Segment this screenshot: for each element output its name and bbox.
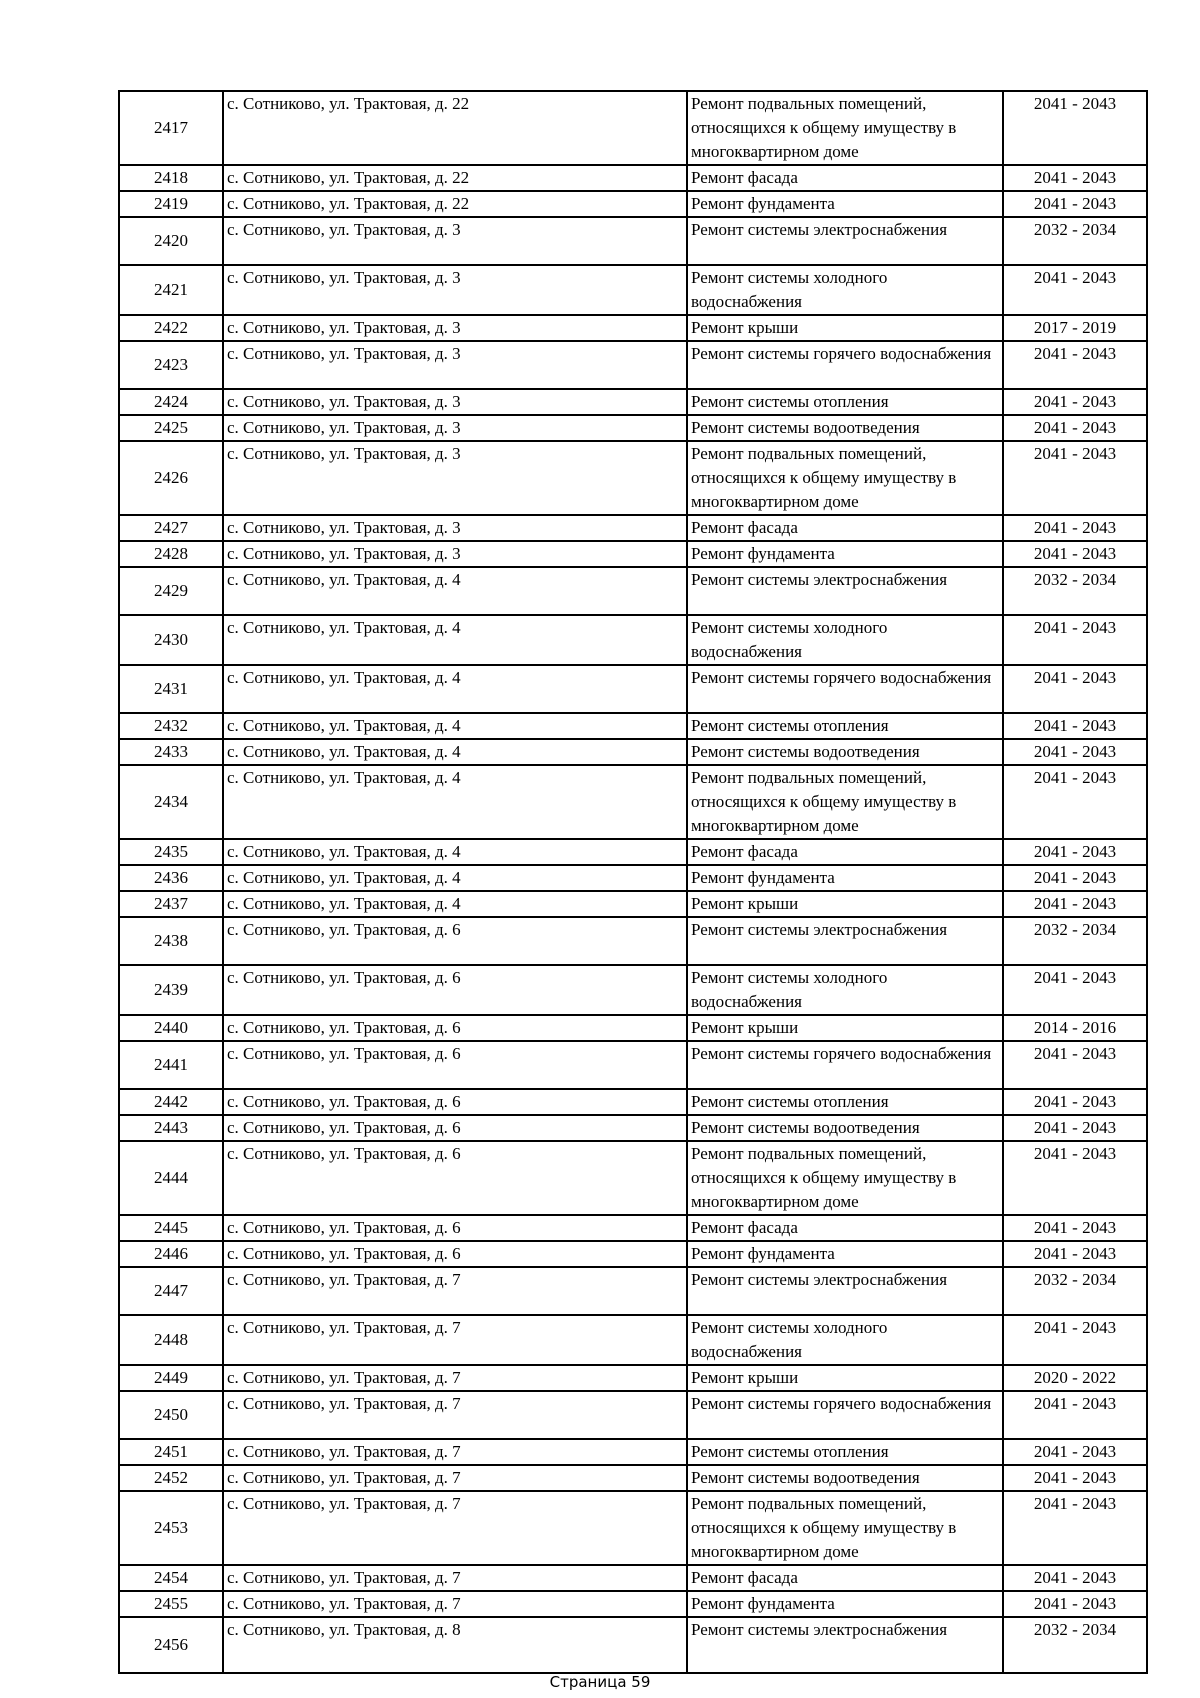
row-number-cell: 2453 bbox=[119, 1491, 223, 1565]
table-row bbox=[119, 839, 1147, 865]
row-number-cell: 2443 bbox=[119, 1115, 223, 1141]
work-type-cell: Ремонт фасада bbox=[687, 839, 1003, 865]
address-cell: с. Сотниково, ул. Трактовая, д. 6 bbox=[223, 1115, 687, 1141]
row-number-cell: 2417 bbox=[119, 91, 223, 165]
row-number-cell: 2452 bbox=[119, 1465, 223, 1491]
period-cell: 2041 - 2043 bbox=[1003, 265, 1147, 315]
address-cell: с. Сотниково, ул. Трактовая, д. 3 bbox=[223, 541, 687, 567]
address-cell: с. Сотниково, ул. Трактовая, д. 6 bbox=[223, 1241, 687, 1267]
table-row bbox=[119, 1465, 1147, 1491]
period-cell: 2041 - 2043 bbox=[1003, 839, 1147, 865]
work-type-cell: Ремонт системы горячего водоснабжения bbox=[687, 1041, 1003, 1089]
address-cell: с. Сотниково, ул. Трактовая, д. 3 bbox=[223, 265, 687, 315]
table-row bbox=[119, 713, 1147, 739]
period-cell: 2041 - 2043 bbox=[1003, 865, 1147, 891]
period-cell: 2041 - 2043 bbox=[1003, 541, 1147, 567]
work-type-cell: Ремонт подвальных помещений, относящихся к общему имуществу в многоквартирном доме bbox=[687, 441, 1003, 515]
table-row bbox=[119, 567, 1147, 615]
row-number-cell: 2427 bbox=[119, 515, 223, 541]
row-number-cell: 2450 bbox=[119, 1391, 223, 1439]
row-number-cell: 2449 bbox=[119, 1365, 223, 1391]
address-cell: с. Сотниково, ул. Трактовая, д. 4 bbox=[223, 739, 687, 765]
address-cell: с. Сотниково, ул. Трактовая, д. 8 bbox=[223, 1617, 687, 1673]
table-row bbox=[119, 389, 1147, 415]
period-cell: 2041 - 2043 bbox=[1003, 891, 1147, 917]
period-cell: 2041 - 2043 bbox=[1003, 415, 1147, 441]
work-type-cell: Ремонт фасада bbox=[687, 1565, 1003, 1591]
row-number-cell: 2439 bbox=[119, 965, 223, 1015]
period-cell: 2041 - 2043 bbox=[1003, 1215, 1147, 1241]
period-cell: 2041 - 2043 bbox=[1003, 341, 1147, 389]
work-type-cell: Ремонт системы холодного водоснабжения bbox=[687, 265, 1003, 315]
address-cell: с. Сотниково, ул. Трактовая, д. 7 bbox=[223, 1365, 687, 1391]
address-cell: с. Сотниково, ул. Трактовая, д. 3 bbox=[223, 389, 687, 415]
period-cell: 2041 - 2043 bbox=[1003, 165, 1147, 191]
work-type-cell: Ремонт подвальных помещений, относящихся к общему имуществу в многоквартирном доме bbox=[687, 765, 1003, 839]
address-cell: с. Сотниково, ул. Трактовая, д. 7 bbox=[223, 1491, 687, 1565]
row-number-cell: 2430 bbox=[119, 615, 223, 665]
row-number-cell: 2420 bbox=[119, 217, 223, 265]
work-type-cell: Ремонт фундамента bbox=[687, 1591, 1003, 1617]
work-type-cell: Ремонт системы отопления bbox=[687, 1089, 1003, 1115]
table-row bbox=[119, 165, 1147, 191]
table-row bbox=[119, 315, 1147, 341]
work-type-cell: Ремонт крыши bbox=[687, 1015, 1003, 1041]
address-cell: с. Сотниково, ул. Трактовая, д. 3 bbox=[223, 415, 687, 441]
period-cell: 2041 - 2043 bbox=[1003, 515, 1147, 541]
table-row bbox=[119, 1015, 1147, 1041]
table-row bbox=[119, 1267, 1147, 1315]
work-type-cell: Ремонт системы отопления bbox=[687, 713, 1003, 739]
period-cell: 2041 - 2043 bbox=[1003, 1241, 1147, 1267]
address-cell: с. Сотниково, ул. Трактовая, д. 4 bbox=[223, 865, 687, 891]
address-cell: с. Сотниково, ул. Трактовая, д. 22 bbox=[223, 191, 687, 217]
period-cell: 2032 - 2034 bbox=[1003, 917, 1147, 965]
address-cell: с. Сотниково, ул. Трактовая, д. 22 bbox=[223, 91, 687, 165]
work-type-cell: Ремонт подвальных помещений, относящихся к общему имуществу в многоквартирном доме bbox=[687, 1141, 1003, 1215]
table-row bbox=[119, 739, 1147, 765]
period-cell: 2041 - 2043 bbox=[1003, 389, 1147, 415]
period-cell: 2041 - 2043 bbox=[1003, 1491, 1147, 1565]
row-number-cell: 2445 bbox=[119, 1215, 223, 1241]
work-type-cell: Ремонт крыши bbox=[687, 1365, 1003, 1391]
period-cell: 2032 - 2034 bbox=[1003, 217, 1147, 265]
work-type-cell: Ремонт фасада bbox=[687, 1215, 1003, 1241]
address-cell: с. Сотниково, ул. Трактовая, д. 3 bbox=[223, 217, 687, 265]
table-row bbox=[119, 1241, 1147, 1267]
address-cell: с. Сотниково, ул. Трактовая, д. 6 bbox=[223, 917, 687, 965]
table-row bbox=[119, 917, 1147, 965]
table-row bbox=[119, 1115, 1147, 1141]
work-type-cell: Ремонт системы водоотведения bbox=[687, 739, 1003, 765]
address-cell: с. Сотниково, ул. Трактовая, д. 7 bbox=[223, 1391, 687, 1439]
work-type-cell: Ремонт системы холодного водоснабжения bbox=[687, 1315, 1003, 1365]
period-cell: 2041 - 2043 bbox=[1003, 1089, 1147, 1115]
work-type-cell: Ремонт системы электроснабжения bbox=[687, 567, 1003, 615]
period-cell: 2041 - 2043 bbox=[1003, 1591, 1147, 1617]
work-type-cell: Ремонт системы холодного водоснабжения bbox=[687, 615, 1003, 665]
row-number-cell: 2441 bbox=[119, 1041, 223, 1089]
row-number-cell: 2429 bbox=[119, 567, 223, 615]
work-type-cell: Ремонт крыши bbox=[687, 315, 1003, 341]
period-cell: 2041 - 2043 bbox=[1003, 1439, 1147, 1465]
row-number-cell: 2438 bbox=[119, 917, 223, 965]
table-row bbox=[119, 1365, 1147, 1391]
table-row bbox=[119, 341, 1147, 389]
period-cell: 2041 - 2043 bbox=[1003, 191, 1147, 217]
table-row bbox=[119, 1141, 1147, 1215]
work-type-cell: Ремонт системы водоотведения bbox=[687, 1465, 1003, 1491]
row-number-cell: 2437 bbox=[119, 891, 223, 917]
table-row bbox=[119, 91, 1147, 165]
work-type-cell: Ремонт системы горячего водоснабжения bbox=[687, 1391, 1003, 1439]
period-cell: 2041 - 2043 bbox=[1003, 1041, 1147, 1089]
address-cell: с. Сотниково, ул. Трактовая, д. 7 bbox=[223, 1439, 687, 1465]
address-cell: с. Сотниково, ул. Трактовая, д. 7 bbox=[223, 1267, 687, 1315]
work-type-cell: Ремонт системы водоотведения bbox=[687, 1115, 1003, 1141]
work-type-cell: Ремонт фасада bbox=[687, 515, 1003, 541]
period-cell: 2014 - 2016 bbox=[1003, 1015, 1147, 1041]
work-type-cell: Ремонт системы электроснабжения bbox=[687, 217, 1003, 265]
work-type-cell: Ремонт фундамента bbox=[687, 191, 1003, 217]
address-cell: с. Сотниково, ул. Трактовая, д. 6 bbox=[223, 1089, 687, 1115]
table-row bbox=[119, 441, 1147, 515]
address-cell: с. Сотниково, ул. Трактовая, д. 7 bbox=[223, 1465, 687, 1491]
row-number-cell: 2422 bbox=[119, 315, 223, 341]
work-type-cell: Ремонт системы горячего водоснабжения bbox=[687, 665, 1003, 713]
table-row bbox=[119, 1439, 1147, 1465]
row-number-cell: 2423 bbox=[119, 341, 223, 389]
row-number-cell: 2448 bbox=[119, 1315, 223, 1365]
work-type-cell: Ремонт системы водоотведения bbox=[687, 415, 1003, 441]
table-row bbox=[119, 515, 1147, 541]
repair-schedule-table bbox=[118, 90, 1148, 1674]
period-cell: 2041 - 2043 bbox=[1003, 1315, 1147, 1365]
row-number-cell: 2421 bbox=[119, 265, 223, 315]
table-body bbox=[119, 91, 1147, 1673]
row-number-cell: 2431 bbox=[119, 665, 223, 713]
table-row bbox=[119, 765, 1147, 839]
page-number: Страница 59 bbox=[549, 1673, 651, 1691]
address-cell: с. Сотниково, ул. Трактовая, д. 6 bbox=[223, 1215, 687, 1241]
period-cell: 2041 - 2043 bbox=[1003, 615, 1147, 665]
period-cell: 2041 - 2043 bbox=[1003, 965, 1147, 1015]
work-type-cell: Ремонт системы электроснабжения bbox=[687, 1267, 1003, 1315]
period-cell: 2041 - 2043 bbox=[1003, 1391, 1147, 1439]
period-cell: 2032 - 2034 bbox=[1003, 1267, 1147, 1315]
table-row bbox=[119, 1089, 1147, 1115]
work-type-cell: Ремонт системы электроснабжения bbox=[687, 917, 1003, 965]
work-type-cell: Ремонт системы горячего водоснабжения bbox=[687, 341, 1003, 389]
table-row bbox=[119, 1617, 1147, 1673]
address-cell: с. Сотниково, ул. Трактовая, д. 4 bbox=[223, 615, 687, 665]
address-cell: с. Сотниково, ул. Трактовая, д. 3 bbox=[223, 441, 687, 515]
period-cell: 2041 - 2043 bbox=[1003, 1141, 1147, 1215]
table-row bbox=[119, 1215, 1147, 1241]
row-number-cell: 2440 bbox=[119, 1015, 223, 1041]
work-type-cell: Ремонт фасада bbox=[687, 165, 1003, 191]
address-cell: с. Сотниково, ул. Трактовая, д. 7 bbox=[223, 1315, 687, 1365]
address-cell: с. Сотниково, ул. Трактовая, д. 7 bbox=[223, 1565, 687, 1591]
address-cell: с. Сотниково, ул. Трактовая, д. 3 bbox=[223, 341, 687, 389]
table-row bbox=[119, 415, 1147, 441]
row-number-cell: 2454 bbox=[119, 1565, 223, 1591]
table-row bbox=[119, 1315, 1147, 1365]
work-type-cell: Ремонт крыши bbox=[687, 891, 1003, 917]
period-cell: 2041 - 2043 bbox=[1003, 713, 1147, 739]
address-cell: с. Сотниково, ул. Трактовая, д. 6 bbox=[223, 1015, 687, 1041]
work-type-cell: Ремонт подвальных помещений, относящихся к общему имуществу в многоквартирном доме bbox=[687, 91, 1003, 165]
address-cell: с. Сотниково, ул. Трактовая, д. 4 bbox=[223, 665, 687, 713]
address-cell: с. Сотниково, ул. Трактовая, д. 4 bbox=[223, 567, 687, 615]
address-cell: с. Сотниково, ул. Трактовая, д. 6 bbox=[223, 1041, 687, 1089]
period-cell: 2041 - 2043 bbox=[1003, 441, 1147, 515]
address-cell: с. Сотниково, ул. Трактовая, д. 4 bbox=[223, 839, 687, 865]
work-type-cell: Ремонт системы холодного водоснабжения bbox=[687, 965, 1003, 1015]
row-number-cell: 2433 bbox=[119, 739, 223, 765]
table-row bbox=[119, 965, 1147, 1015]
row-number-cell: 2435 bbox=[119, 839, 223, 865]
address-cell: с. Сотниково, ул. Трактовая, д. 7 bbox=[223, 1591, 687, 1617]
period-cell: 2041 - 2043 bbox=[1003, 91, 1147, 165]
period-cell: 2041 - 2043 bbox=[1003, 1465, 1147, 1491]
table-row bbox=[119, 265, 1147, 315]
work-type-cell: Ремонт фундамента bbox=[687, 1241, 1003, 1267]
table-row bbox=[119, 191, 1147, 217]
address-cell: с. Сотниково, ул. Трактовая, д. 3 bbox=[223, 515, 687, 541]
period-cell: 2041 - 2043 bbox=[1003, 765, 1147, 839]
row-number-cell: 2432 bbox=[119, 713, 223, 739]
address-cell: с. Сотниково, ул. Трактовая, д. 4 bbox=[223, 765, 687, 839]
row-number-cell: 2426 bbox=[119, 441, 223, 515]
work-type-cell: Ремонт системы отопления bbox=[687, 389, 1003, 415]
address-cell: с. Сотниково, ул. Трактовая, д. 6 bbox=[223, 965, 687, 1015]
period-cell: 2041 - 2043 bbox=[1003, 665, 1147, 713]
row-number-cell: 2428 bbox=[119, 541, 223, 567]
table-row bbox=[119, 1391, 1147, 1439]
row-number-cell: 2424 bbox=[119, 389, 223, 415]
table-row bbox=[119, 541, 1147, 567]
address-cell: с. Сотниково, ул. Трактовая, д. 22 bbox=[223, 165, 687, 191]
row-number-cell: 2425 bbox=[119, 415, 223, 441]
row-number-cell: 2455 bbox=[119, 1591, 223, 1617]
row-number-cell: 2456 bbox=[119, 1617, 223, 1673]
row-number-cell: 2446 bbox=[119, 1241, 223, 1267]
address-cell: с. Сотниково, ул. Трактовая, д. 4 bbox=[223, 891, 687, 917]
table-row bbox=[119, 615, 1147, 665]
row-number-cell: 2436 bbox=[119, 865, 223, 891]
table-row bbox=[119, 891, 1147, 917]
table-row bbox=[119, 1591, 1147, 1617]
row-number-cell: 2419 bbox=[119, 191, 223, 217]
address-cell: с. Сотниково, ул. Трактовая, д. 6 bbox=[223, 1141, 687, 1215]
period-cell: 2032 - 2034 bbox=[1003, 567, 1147, 615]
period-cell: 2020 - 2022 bbox=[1003, 1365, 1147, 1391]
work-type-cell: Ремонт фундамента bbox=[687, 865, 1003, 891]
table-row bbox=[119, 665, 1147, 713]
row-number-cell: 2447 bbox=[119, 1267, 223, 1315]
work-type-cell: Ремонт системы отопления bbox=[687, 1439, 1003, 1465]
table-row bbox=[119, 1041, 1147, 1089]
table-row bbox=[119, 1491, 1147, 1565]
work-type-cell: Ремонт подвальных помещений, относящихся к общему имуществу в многоквартирном доме bbox=[687, 1491, 1003, 1565]
row-number-cell: 2434 bbox=[119, 765, 223, 839]
period-cell: 2041 - 2043 bbox=[1003, 1115, 1147, 1141]
address-cell: с. Сотниково, ул. Трактовая, д. 4 bbox=[223, 713, 687, 739]
period-cell: 2041 - 2043 bbox=[1003, 739, 1147, 765]
work-type-cell: Ремонт системы электроснабжения bbox=[687, 1617, 1003, 1673]
period-cell: 2032 - 2034 bbox=[1003, 1617, 1147, 1673]
period-cell: 2017 - 2019 bbox=[1003, 315, 1147, 341]
work-type-cell: Ремонт фундамента bbox=[687, 541, 1003, 567]
row-number-cell: 2451 bbox=[119, 1439, 223, 1465]
table-row bbox=[119, 1565, 1147, 1591]
address-cell: с. Сотниково, ул. Трактовая, д. 3 bbox=[223, 315, 687, 341]
row-number-cell: 2418 bbox=[119, 165, 223, 191]
table-row bbox=[119, 217, 1147, 265]
row-number-cell: 2442 bbox=[119, 1089, 223, 1115]
table-row bbox=[119, 865, 1147, 891]
row-number-cell: 2444 bbox=[119, 1141, 223, 1215]
period-cell: 2041 - 2043 bbox=[1003, 1565, 1147, 1591]
